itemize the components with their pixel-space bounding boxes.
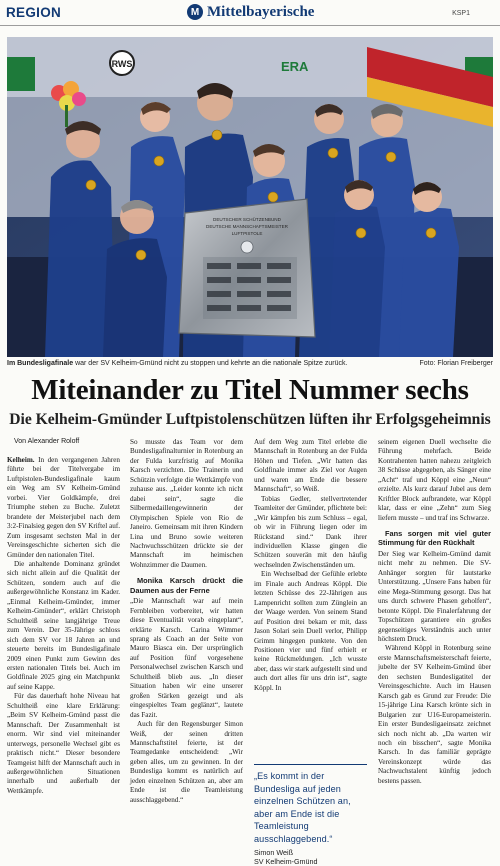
svg-text:DEUTSCHER SCHÜTZENBUND: DEUTSCHER SCHÜTZENBUND: [213, 217, 281, 222]
article-column-4: [378, 438, 491, 786]
page-number: KSP1: [452, 10, 470, 17]
article-column-1: [7, 438, 120, 796]
paragraph: Der Sieg war Kelheim-Gmünd damit nicht mehr zu nehmen. Die SV-Anhänger sorgten für lautstarke Unterstützung. „Unsere Fans haben für eine Mega-Stimmung gesorgt. Das hat uns durch schwere Phasen geholfen“, betonte Köppl. Die Finalerfahrung der Topschützen garantiere ein großes gegenseitiges Verständnis auch unter höchstem Druck.: [378, 549, 491, 643]
brand-name: Mittelbayerische: [207, 3, 315, 20]
paragraph: Ein Wechselbad der Gefühle erlebte im Finale auch Andreas Köppl. Die letzten Schüsse des 22-Jährigen aus Lampenricht sollten zum Zünglein an der Waage werden. Von seinem Stand auf Position drei bekam er mit, dass Jason Solari sein Duell verlor, Philipp Grimm hingegen punktete. Von den Positionen vier und fünf erhielt er keine Rückmeldungen. „Ich wusste aber, dass wir stark aufgestellt sind und auch dort alles für uns drin ist“, sagte Köppl. In: [254, 570, 367, 692]
paragraph: Auf dem Weg zum Titel erlebte die Mannschaft in Rotenburg an der Fulda Höhen und Tiefen. „Wir hatten das Goldfinale immer als Ziel vor Augen und waren am Ende die bessere Mannschaft“, so Weiß.: [254, 438, 367, 494]
svg-text:RWS: RWS: [111, 59, 133, 69]
article-subhead: Monika Karsch drückt die Daumen aus der Ferne: [130, 576, 243, 595]
svg-text:ERA: ERA: [281, 59, 309, 74]
quote-author-name: Simon Weiß: [254, 848, 294, 857]
paragraph: Für das dauerhaft hohe Niveau hat Schultheiß eine klare Erklärung: „Beim SV Kelheim-Gmünd passt die Mannschaft. Der Zusammenhalt ist enorm. Wir sind viel miteinander unterwegs, personelle Wechsel gibt es praktisch nicht.“ Dieser besondere Teamgeist hilft der Mannschaft auch in außergewöhnlichen Situationen innerhalb und außerhalb der Wettkämpfe.: [7, 692, 120, 795]
svg-text:DEUTSCHE MANNSCHAFTSMEISTER: DEUTSCHE MANNSCHAFTSMEISTER: [206, 224, 288, 229]
pull-quote-text: „Es kommt in der Bundesliga auf jeden einzelnen Schützen an, aber am Ende ist die Teamleistung ausschlaggebend.“: [254, 771, 351, 844]
photo-credit: Foto: Florian Freiberger: [419, 360, 493, 367]
paragraph: seinem eigenen Duell wechselte die Führung mehrfach. Beide Kontrahenten hatten nahezu zeitgleich 38 Schüsse abgegeben, als Sänger eine „Acht“ traf und Köppl eine „Neun“ erzielte. Als kurz darauf Jubel aus dem Kriftler Block aufbrandete, war Köppl klar, dass er eine „Zehn“ zum Sieg liefern musste – und traf ins Schwarze.: [378, 438, 491, 522]
photo-caption: [7, 360, 493, 372]
paragraph: Während Köppl in Rotenburg seine erste Mannschaftsmeisterschaft feierte, jubelte der SV Kelheim-Gmünd über den sechsten Bundesligatitel der Vereinsgeschichte. Auch im Hausen Karsch gab es Grund zur Freude: Die 15-jährige Lina Karsch krönte sich in Bulgarien zur U16-Europameisterin. Ein erster Bundesligaeinsatz zeichnet sich noch nicht ab. „Da warten wir noch ein bisschen“, sagte Monika Karsch. In das familiär geprägte Vereinskonzept würde das Nachwuchstalent künftig jedoch bestens passen.: [378, 644, 491, 785]
article-subhead: Fans sorgen mit viel guter Stimmung für den Rückhalt: [378, 529, 491, 548]
section-label: REGION: [6, 5, 62, 20]
paragraph: So musste das Team vor dem Bundesligafinalturnier in Rotenburg an der Fulda kurzfristig auf Monika Karsch verzichten. Die Trainerin und Schützin verfolgte die Wettkämpfe von zuhause aus. „Leider konnte ich nicht dabei sein“, sagte die Silbermedaillengewinnerin der Olympischen Spiele von Rio de Janeiro. Gemeinsam mit ihren Kindern Lina und Bruno sowie weiteren Nachwuchsschützen drückte sie der Mannschaft im heimischen Wohnzimmer die Daumen.: [130, 438, 243, 569]
svg-text:LUFTPISTOLE: LUFTPISTOLE: [231, 231, 263, 236]
trophy-plaque: [179, 199, 315, 337]
article-subheadline: Die Kelheim-Gmünder Luftpistolenschützen lüften ihr Erfolgsgeheimnis: [9, 411, 491, 428]
article-author: Von Alexander Roloff: [14, 438, 80, 445]
team-photo: [7, 37, 493, 357]
paragraph: Auch für den Regensburger Simon Weiß, der seinen dritten Mannschaftstitel feierte, ist der Teamgedanke entscheidend: „Wir geben alles, um zu gewinnen. In der Bundesliga kommt es natürlich auf jeden einzelnen Schützen an, aber am Ende ist die Teamleistung ausschlaggebend.“: [130, 720, 243, 804]
paragraph: „Die Mannschaft war auf mein Fernbleiben vorbereitet, wir hatten diese Eventualität vorab eingeplant“, erklärte Karsch. Carina Wimmer sprang als Coach an der Seite von Mauro Biasca ein. Der ursprünglich auf Position fünf vorgesehene Personalwechsel zwischen Karsch und Schultheiß blieb aus. „In dieser Situation haben wir eine unserer großen Stärken gezeigt und als eingespieltes Team geglänzt“, lautete das Fazit.: [130, 597, 243, 719]
team-photo-illustration: [7, 37, 493, 357]
article-column-2: [130, 438, 243, 805]
newspaper-brand[interactable]: [187, 3, 314, 21]
caption-text: Im Bundesligafinale war der SV Kelheim-Gmünd nicht zu stoppen und kehrte an die nationale Spitze zurück.: [7, 360, 348, 367]
paragraph: Kelheim. In den vergangenen Jahren führte bei der Titelvergabe im Luftpistolen-Bundesligafinale kaum ein Weg am SV Kelheim-Gmünd vorbei. Vier Goldkämpfe, drei Triumphe stehen zu Buche. Zuletzt brandete der Meisterjubel nach dem 3:2-Finalsieg gegen den SV Kriftel auf. Zum insgesamt sechsten Mal in der Vereinsgeschichte sicherten sich die Gmünder den nationalen Titel.: [7, 456, 120, 559]
article-column-3: [254, 438, 367, 693]
quote-author-club: SV Kelheim-Gmünd: [254, 857, 318, 866]
page-header: [0, 0, 500, 26]
brand-logo-icon: M: [187, 4, 203, 20]
article-headline: Miteinander zu Titel Nummer sechs: [31, 374, 469, 406]
paragraph: Tobias Gedler, stellvertretender Teamleiter der Gmünder, pflichtete bei: „Wir kämpfen bis zum Schluss – egal, ob wir in Führung liegen oder im Rückstand sind.“ Dank ihrer individuellen Klasse gingen die Schützen souverän mit den häufig wechselnden Zwischenständen um.: [254, 494, 367, 569]
pull-quote: [254, 764, 367, 866]
paragraph: Die anhaltende Dominanz gründet sich nicht allein auf die Qualität der Schützen, sondern auch auf die außergewöhnliche Konstanz im Kader. „Einmal Kelheim-Gmünder, immer Kelheim-Gmünder“, erklärt Christoph Schultheiß seine langjährige Treue zum Verein. Der 35-Jährige schloss sich dem SV vor 18 Jahren an und steuerte bereits im Bundesligafinale 2009 einen Punkt zum Gewinn des ersten nationalen Titels bei. Auch im Goldfinale 2025 ging ein Matchpunkt auf seine Kappe.: [7, 559, 120, 691]
pull-quote-author: [254, 848, 367, 866]
